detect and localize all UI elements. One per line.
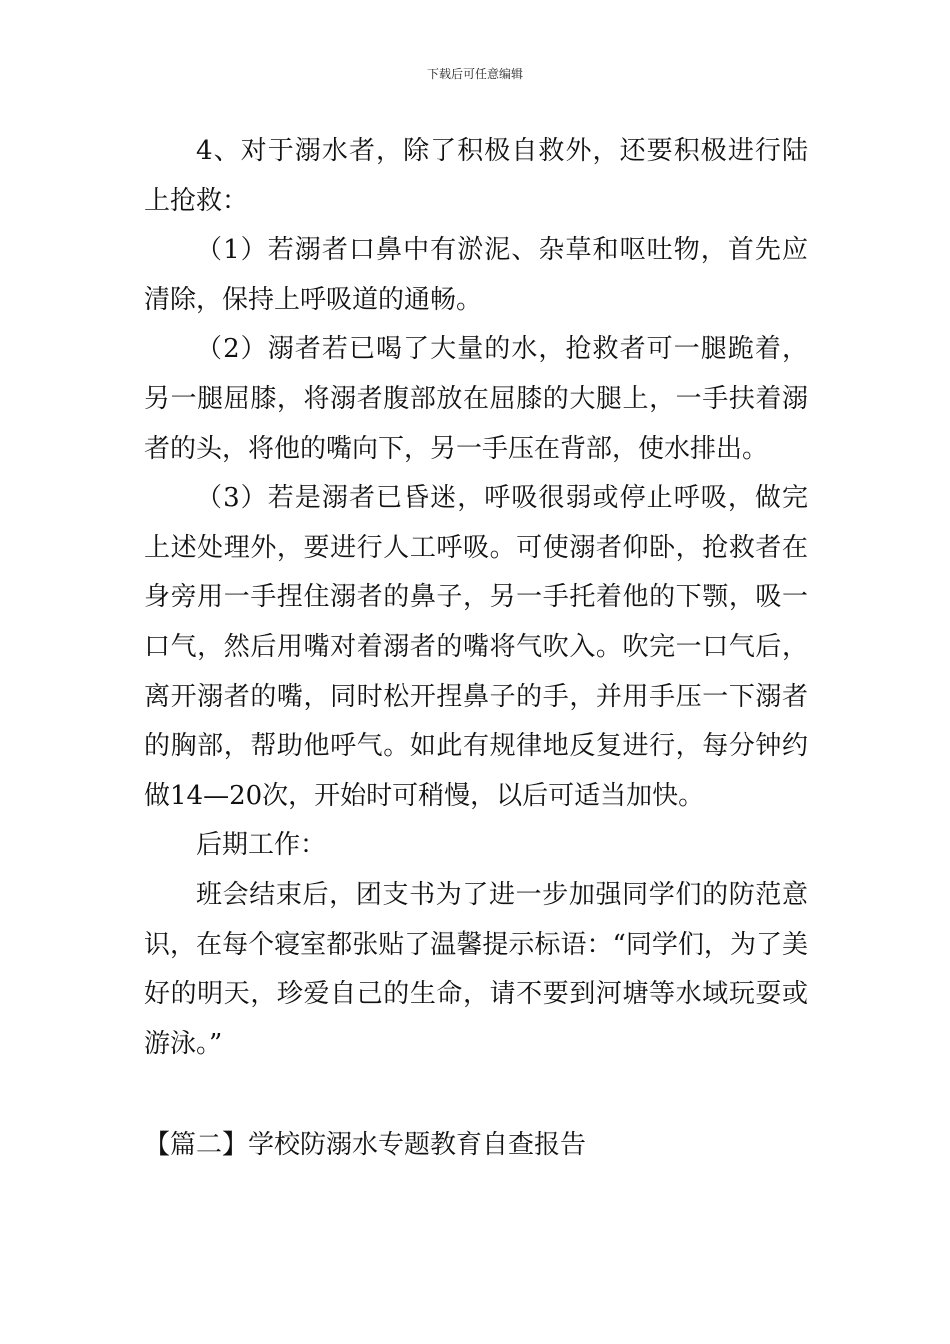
paragraph-follow-up: 班会结束后，团支书为了进一步加强同学们的防范意识，在每个寝室都张贴了温馨提示标语：“同学们，为了美好的明天，珍爱自己的生命，请不要到河塘等水域玩耍或游泳。” [144, 879, 808, 1059]
paragraph-rescue-intro: 4、对于溺水者，除了积极自救外，还要积极进行陆上抢救： [144, 136, 808, 216]
paragraph-step-1: （1）若溺者口鼻中有淤泥、杂草和呕吐物，首先应清除，保持上呼吸道的通畅。 [144, 235, 808, 315]
paragraph-step-3: （3）若是溺者已昏迷，呼吸很弱或停止呼吸，做完上述处理外，要进行人工呼吸。可使溺者仰卧，抢救者在身旁用一手捏住溺者的鼻子，另一手托着他的下颚，吸一口气，然后用嘴对着溺者的嘴将气吹入。吹完一口气后，离开溺者的嘴，同时松开捏鼻子的手，并用手压一下溺者的胸部，帮助他呼气。如此有规律地反复进行，每分钟约做14—20次，开始时可稍慢，以后可适当加快。 [144, 483, 808, 811]
paragraph-step-2: （2）溺者若已喝了大量的水，抢救者可一腿跪着，另一腿屈膝，将溺者腹部放在屈膝的大腿上，一手扶着溺者的头，将他的嘴向下，另一手压在背部，使水排出。 [144, 334, 808, 464]
section-title: 【篇二】学校防溺水专题教育自查报告 [144, 1130, 587, 1160]
page-header-note: 下载后可任意编辑 [426, 67, 523, 81]
paragraph-follow-up-heading: 后期工作： [196, 830, 327, 861]
document-body [144, 127, 808, 1069]
